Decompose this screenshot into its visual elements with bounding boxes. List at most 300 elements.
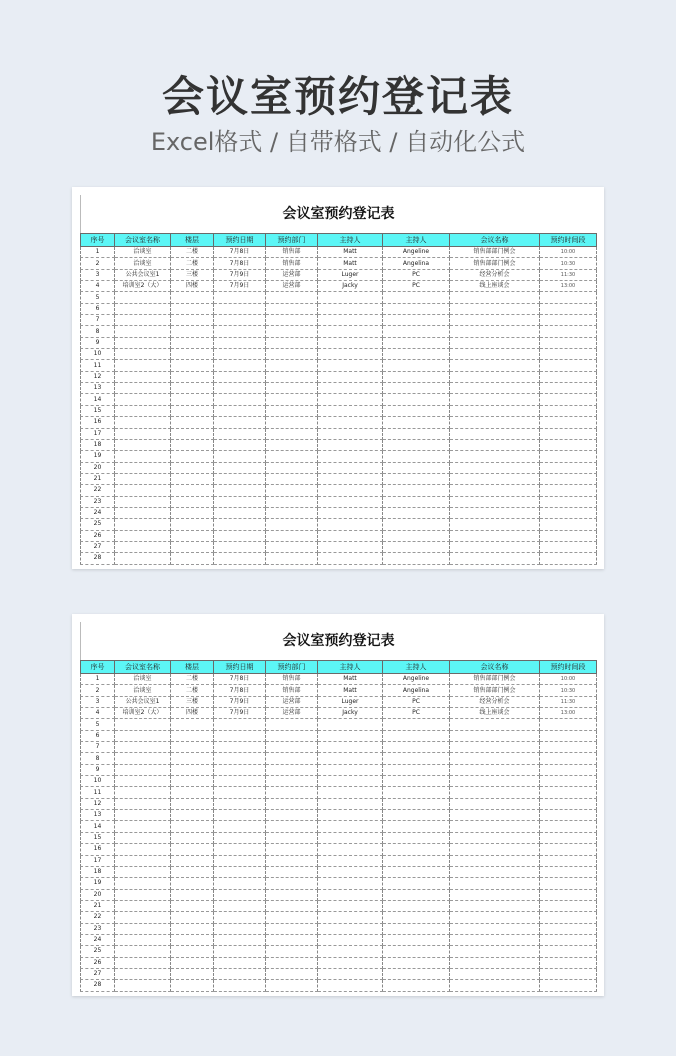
table-cell: 13:00 <box>540 281 597 292</box>
table-cell <box>171 742 214 753</box>
table-row <box>81 519 597 530</box>
table-cell: 公共会议室1 <box>115 696 171 707</box>
table-cell: 7月8日 <box>214 258 266 269</box>
table-row <box>81 337 597 348</box>
table-cell <box>171 866 214 877</box>
table-cell <box>171 507 214 518</box>
table-cell <box>450 337 540 348</box>
table-cell <box>266 553 318 564</box>
table-cell <box>318 553 383 564</box>
table-cell <box>450 507 540 518</box>
table-cell <box>171 417 214 428</box>
row-index-cell: 8 <box>81 326 115 337</box>
table-cell <box>266 787 318 798</box>
table-cell <box>450 405 540 416</box>
table-cell <box>266 326 318 337</box>
table-cell <box>214 980 266 991</box>
sheet-title: 会议室预约登记表 <box>80 195 596 233</box>
table-cell <box>318 383 383 394</box>
table-cell <box>318 832 383 843</box>
table-cell <box>171 530 214 541</box>
table-cell <box>171 900 214 911</box>
column-header: 预约部门 <box>266 234 318 247</box>
table-cell <box>214 866 266 877</box>
table-cell <box>318 326 383 337</box>
table-cell <box>318 292 383 303</box>
page-header <box>0 0 676 170</box>
table-cell <box>266 798 318 809</box>
row-index-cell: 19 <box>81 878 115 889</box>
table-cell <box>450 866 540 877</box>
table-row <box>81 832 597 843</box>
table-row <box>81 980 597 991</box>
table-cell <box>450 764 540 775</box>
table-cell <box>266 473 318 484</box>
table-cell <box>214 371 266 382</box>
table-cell <box>266 383 318 394</box>
table-cell <box>450 496 540 507</box>
table-cell <box>214 889 266 900</box>
table-row <box>81 473 597 484</box>
table-cell <box>318 439 383 450</box>
table-row <box>81 685 597 696</box>
table-cell <box>214 821 266 832</box>
table-cell <box>450 946 540 957</box>
sheet-title: 会议室预约登记表 <box>80 622 596 660</box>
row-index-cell: 28 <box>81 553 115 564</box>
table-cell <box>318 719 383 730</box>
table-row <box>81 541 597 552</box>
table-cell <box>214 810 266 821</box>
table-cell <box>318 878 383 889</box>
row-index-cell: 22 <box>81 912 115 923</box>
table-row <box>81 428 597 439</box>
table-cell <box>318 798 383 809</box>
table-cell: Matt <box>318 674 383 685</box>
table-cell <box>115 742 171 753</box>
table-cell <box>115 787 171 798</box>
table-cell <box>266 394 318 405</box>
table-cell <box>171 349 214 360</box>
table-cell <box>540 337 597 348</box>
table-cell <box>383 923 450 934</box>
row-index-cell: 23 <box>81 923 115 934</box>
table-cell <box>171 428 214 439</box>
table-cell <box>318 946 383 957</box>
table-cell <box>383 507 450 518</box>
table-cell <box>115 764 171 775</box>
table-cell <box>318 787 383 798</box>
table-cell <box>540 810 597 821</box>
table-cell: 四楼 <box>171 281 214 292</box>
table-cell <box>171 889 214 900</box>
row-index-cell: 8 <box>81 753 115 764</box>
table-cell <box>383 889 450 900</box>
table-cell <box>266 844 318 855</box>
table-cell <box>383 934 450 945</box>
table-cell <box>115 832 171 843</box>
table-cell <box>540 541 597 552</box>
table-cell <box>266 900 318 911</box>
column-header: 预约部门 <box>266 661 318 674</box>
table-cell <box>450 719 540 730</box>
column-header: 序号 <box>81 234 115 247</box>
column-header: 主持人 <box>318 661 383 674</box>
table-cell: Angelina <box>383 685 450 696</box>
row-index-cell: 20 <box>81 889 115 900</box>
row-index-cell: 14 <box>81 394 115 405</box>
table-cell <box>450 787 540 798</box>
table-cell: 销售部 <box>266 685 318 696</box>
row-index-cell: 27 <box>81 541 115 552</box>
table-cell <box>266 439 318 450</box>
table-cell <box>115 844 171 855</box>
table-cell <box>450 292 540 303</box>
table-row <box>81 315 597 326</box>
table-cell <box>450 417 540 428</box>
table-cell <box>450 315 540 326</box>
table-cell <box>171 383 214 394</box>
row-index-cell: 25 <box>81 519 115 530</box>
table-cell <box>540 980 597 991</box>
row-index-cell: 21 <box>81 473 115 484</box>
table-cell <box>171 844 214 855</box>
table-cell <box>318 957 383 968</box>
table-cell <box>540 923 597 934</box>
row-index-cell: 4 <box>81 708 115 719</box>
table-cell <box>115 923 171 934</box>
table-cell: 7月9日 <box>214 281 266 292</box>
table-cell <box>266 371 318 382</box>
table-cell <box>171 315 214 326</box>
table-cell: Matt <box>318 258 383 269</box>
table-cell <box>450 553 540 564</box>
table-cell <box>540 968 597 979</box>
table-cell <box>383 485 450 496</box>
table-cell: 培训室2（大） <box>115 708 171 719</box>
table-cell <box>115 326 171 337</box>
table-cell <box>383 349 450 360</box>
table-cell <box>266 451 318 462</box>
table-cell <box>171 787 214 798</box>
table-cell <box>115 428 171 439</box>
table-cell <box>171 439 214 450</box>
table-cell <box>214 485 266 496</box>
table-cell <box>383 541 450 552</box>
table-cell <box>214 957 266 968</box>
page-subtitle: Excel格式 / 自带格式 / 自动化公式 <box>150 128 526 156</box>
table-cell <box>540 451 597 462</box>
table-cell <box>540 496 597 507</box>
table-cell <box>450 923 540 934</box>
column-header: 预约日期 <box>214 234 266 247</box>
table-cell <box>171 337 214 348</box>
column-header: 楼层 <box>171 234 214 247</box>
column-header: 预约时间段 <box>540 234 597 247</box>
table-row <box>81 360 597 371</box>
column-header: 会议室名称 <box>115 661 171 674</box>
table-cell <box>450 451 540 462</box>
table-cell <box>540 292 597 303</box>
table-cell <box>318 753 383 764</box>
table-cell <box>115 553 171 564</box>
spreadsheet-preview-1 <box>72 187 604 569</box>
table-cell <box>171 957 214 968</box>
table-cell: 销售部部门例会 <box>450 685 540 696</box>
table-cell <box>540 349 597 360</box>
table-cell <box>450 439 540 450</box>
row-index-cell: 13 <box>81 810 115 821</box>
row-index-cell: 20 <box>81 462 115 473</box>
table-cell <box>450 934 540 945</box>
table-row <box>81 889 597 900</box>
table-cell <box>540 742 597 753</box>
table-cell <box>171 798 214 809</box>
table-cell <box>540 405 597 416</box>
row-index-cell: 14 <box>81 821 115 832</box>
table-cell <box>450 832 540 843</box>
table-cell <box>115 798 171 809</box>
table-cell <box>318 496 383 507</box>
table-cell <box>540 507 597 518</box>
table-row <box>81 878 597 889</box>
table-cell <box>115 519 171 530</box>
column-header: 序号 <box>81 661 115 674</box>
table-cell <box>318 349 383 360</box>
table-cell <box>450 730 540 741</box>
table-cell <box>383 292 450 303</box>
table-row <box>81 946 597 957</box>
table-cell <box>171 980 214 991</box>
table-cell <box>540 730 597 741</box>
table-cell <box>214 496 266 507</box>
table-cell <box>266 980 318 991</box>
table-cell <box>318 855 383 866</box>
table-cell <box>115 980 171 991</box>
table-cell <box>383 394 450 405</box>
row-index-cell: 1 <box>81 674 115 685</box>
table-cell: 二楼 <box>171 674 214 685</box>
table-row <box>81 485 597 496</box>
table-cell <box>450 776 540 787</box>
table-cell <box>450 912 540 923</box>
table-row <box>81 451 597 462</box>
table-cell <box>115 900 171 911</box>
table-cell <box>115 349 171 360</box>
table-cell <box>171 719 214 730</box>
table-cell <box>450 844 540 855</box>
table-cell <box>318 923 383 934</box>
row-index-cell: 24 <box>81 934 115 945</box>
table-row <box>81 496 597 507</box>
table-cell <box>266 360 318 371</box>
table-cell <box>115 730 171 741</box>
table-cell <box>383 337 450 348</box>
row-index-cell: 11 <box>81 787 115 798</box>
table-cell <box>318 980 383 991</box>
table-cell <box>266 810 318 821</box>
table-cell <box>115 439 171 450</box>
row-index-cell: 5 <box>81 719 115 730</box>
table-cell <box>318 821 383 832</box>
table-cell <box>318 730 383 741</box>
table-cell <box>171 764 214 775</box>
table-cell <box>214 337 266 348</box>
table-cell <box>540 519 597 530</box>
table-cell <box>318 519 383 530</box>
table-cell <box>450 428 540 439</box>
table-cell <box>266 507 318 518</box>
table-cell: 销售部 <box>266 247 318 258</box>
table-cell: 运营部 <box>266 696 318 707</box>
row-index-cell: 16 <box>81 844 115 855</box>
table-cell <box>540 439 597 450</box>
table-cell <box>540 360 597 371</box>
table-cell <box>383 303 450 314</box>
table-cell: 运营部 <box>266 708 318 719</box>
table-cell <box>450 957 540 968</box>
table-cell <box>171 394 214 405</box>
row-index-cell: 5 <box>81 292 115 303</box>
table-cell <box>318 405 383 416</box>
table-cell <box>171 473 214 484</box>
table-cell <box>318 844 383 855</box>
table-cell: 7月9日 <box>214 269 266 280</box>
table-cell <box>214 968 266 979</box>
table-cell <box>383 968 450 979</box>
table-cell <box>450 855 540 866</box>
table-cell <box>383 473 450 484</box>
table-cell <box>383 428 450 439</box>
table-cell <box>318 507 383 518</box>
table-cell <box>450 753 540 764</box>
row-index-cell: 3 <box>81 696 115 707</box>
row-index-cell: 28 <box>81 980 115 991</box>
row-index-cell: 12 <box>81 798 115 809</box>
table-cell <box>450 900 540 911</box>
table-cell: 7月8日 <box>214 247 266 258</box>
booking-table <box>80 660 597 992</box>
table-cell <box>214 428 266 439</box>
table-cell <box>540 394 597 405</box>
table-cell <box>540 878 597 889</box>
table-row <box>81 394 597 405</box>
table-cell: Jacky <box>318 281 383 292</box>
table-cell: 7月8日 <box>214 685 266 696</box>
table-cell <box>383 787 450 798</box>
table-cell <box>383 844 450 855</box>
row-index-cell: 24 <box>81 507 115 518</box>
table-cell <box>214 923 266 934</box>
column-header: 预约日期 <box>214 661 266 674</box>
table-cell <box>214 719 266 730</box>
table-cell <box>171 832 214 843</box>
table-cell <box>266 496 318 507</box>
table-cell <box>171 462 214 473</box>
row-index-cell: 2 <box>81 258 115 269</box>
table-cell <box>214 742 266 753</box>
table-cell <box>266 946 318 957</box>
table-row <box>81 417 597 428</box>
table-cell <box>115 360 171 371</box>
table-row <box>81 281 597 292</box>
table-cell <box>383 764 450 775</box>
table-cell <box>171 946 214 957</box>
table-cell <box>540 934 597 945</box>
table-cell: 7月9日 <box>214 708 266 719</box>
table-cell: 13:00 <box>540 708 597 719</box>
table-row <box>81 934 597 945</box>
table-cell <box>540 832 597 843</box>
table-cell <box>171 360 214 371</box>
table-cell: Matt <box>318 685 383 696</box>
table-row <box>81 674 597 685</box>
table-cell <box>383 530 450 541</box>
row-index-cell: 7 <box>81 742 115 753</box>
table-cell <box>171 912 214 923</box>
table-row <box>81 439 597 450</box>
table-row <box>81 764 597 775</box>
table-cell <box>115 810 171 821</box>
table-row <box>81 923 597 934</box>
table-cell <box>318 462 383 473</box>
table-cell <box>318 900 383 911</box>
table-cell <box>214 349 266 360</box>
table-cell: Angelina <box>383 258 450 269</box>
table-cell <box>115 855 171 866</box>
table-cell: 运营部 <box>266 269 318 280</box>
table-cell <box>450 968 540 979</box>
table-cell: Luger <box>318 696 383 707</box>
table-cell <box>383 405 450 416</box>
table-cell <box>266 889 318 900</box>
table-cell <box>540 303 597 314</box>
column-header: 会议名称 <box>450 234 540 247</box>
table-cell <box>383 832 450 843</box>
table-row <box>81 247 597 258</box>
table-cell <box>266 337 318 348</box>
table-cell <box>214 541 266 552</box>
table-cell <box>383 810 450 821</box>
table-cell <box>115 405 171 416</box>
table-cell <box>318 889 383 900</box>
table-cell <box>318 776 383 787</box>
table-cell: 洽谈室 <box>115 247 171 258</box>
row-index-cell: 11 <box>81 360 115 371</box>
table-row <box>81 798 597 809</box>
table-cell: 销售部部门例会 <box>450 674 540 685</box>
table-cell <box>450 519 540 530</box>
table-cell <box>266 417 318 428</box>
row-index-cell: 12 <box>81 371 115 382</box>
table-cell <box>540 530 597 541</box>
table-cell <box>115 292 171 303</box>
table-cell: 10:30 <box>540 258 597 269</box>
table-cell <box>266 934 318 945</box>
table-cell <box>266 405 318 416</box>
table-cell <box>214 730 266 741</box>
table-cell <box>115 821 171 832</box>
table-cell <box>383 798 450 809</box>
row-index-cell: 19 <box>81 451 115 462</box>
table-cell <box>214 292 266 303</box>
table-cell <box>214 519 266 530</box>
table-cell: Jacky <box>318 708 383 719</box>
table-cell <box>540 844 597 855</box>
table-cell <box>115 719 171 730</box>
table-cell <box>266 349 318 360</box>
table-cell <box>171 326 214 337</box>
